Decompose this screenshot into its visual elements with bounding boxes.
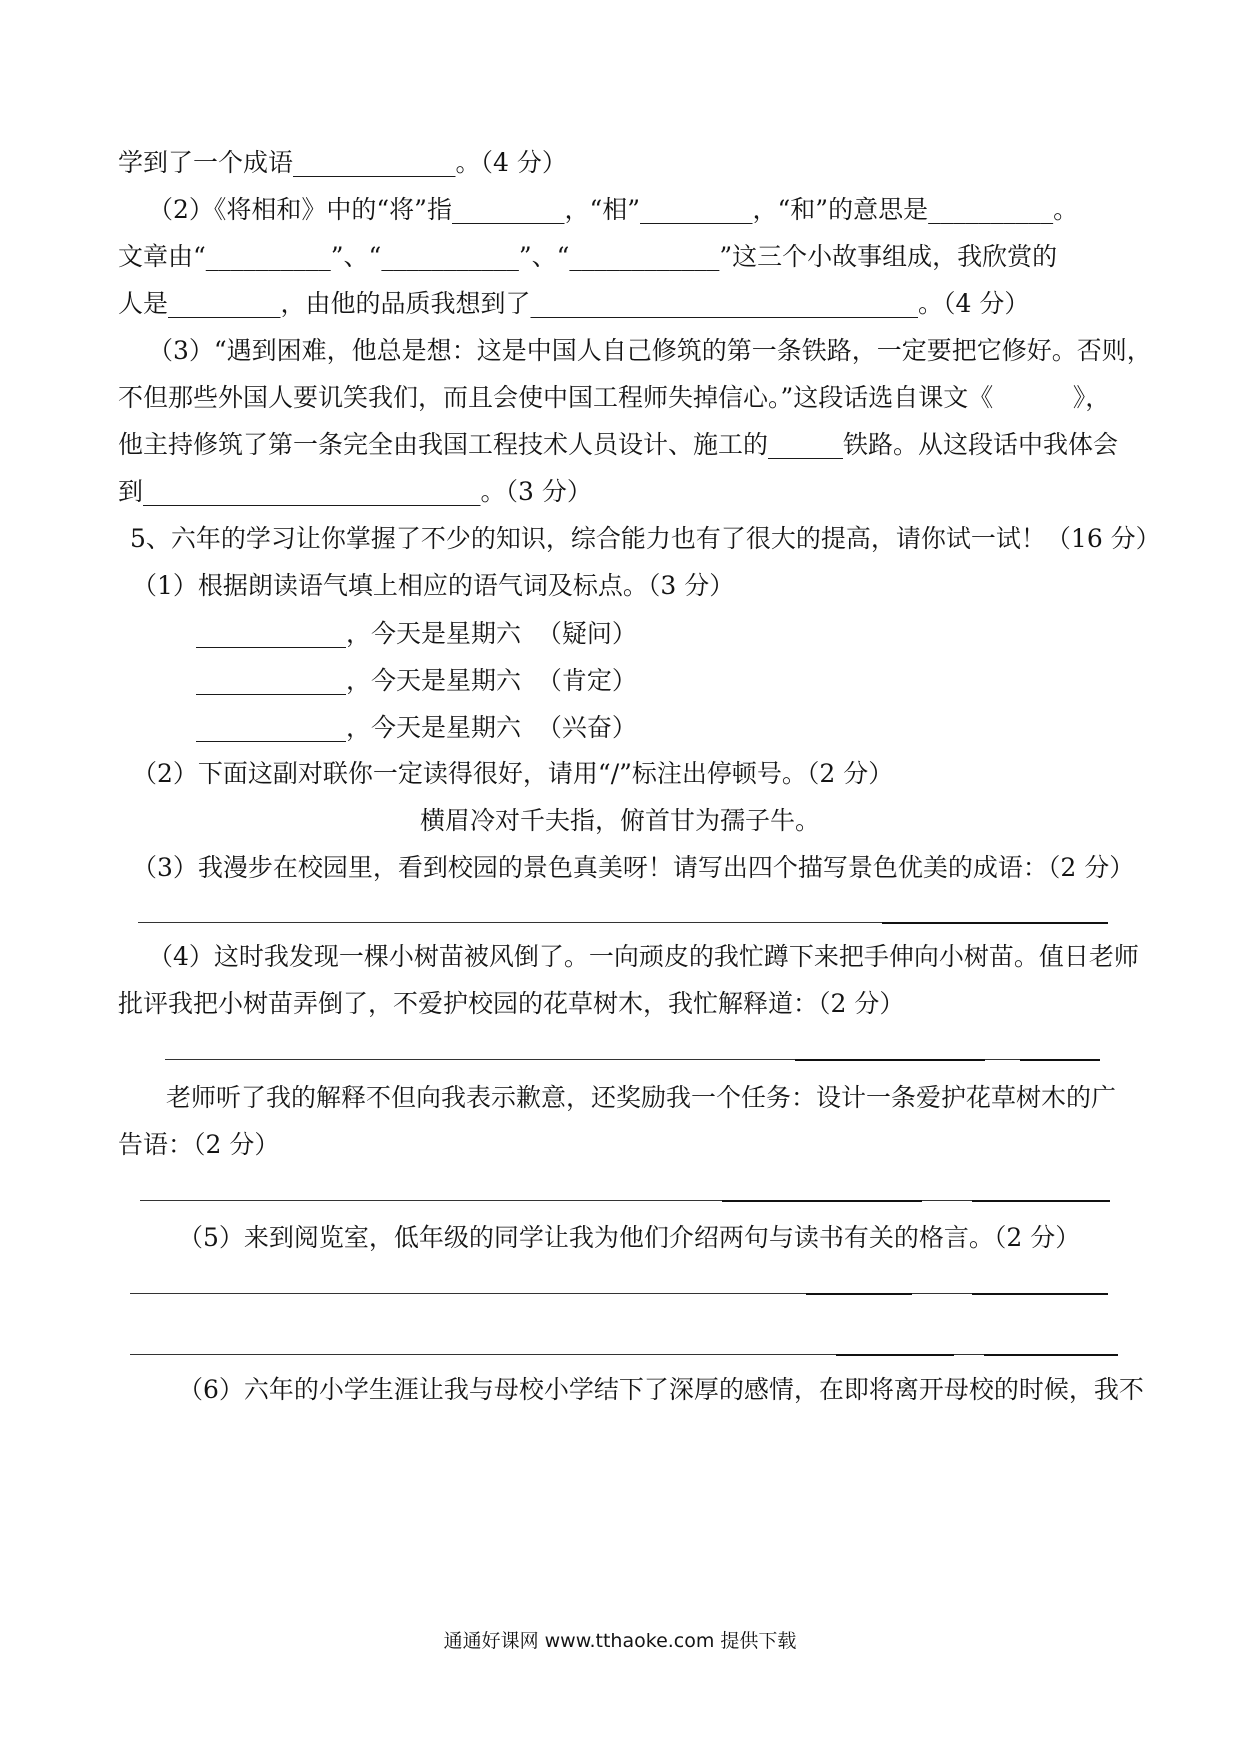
answer-rule	[795, 1059, 985, 1061]
couplet: 横眉冷对千夫指，俯首甘为孺子牛。	[419, 806, 820, 835]
line-3: 文章由“__________”、“___________”、“____________”这三个小故事组成，我欣赏的	[118, 242, 1058, 271]
footer-source: 通通好课网 www.tthaoke.com 提供下载	[443, 1630, 797, 1652]
blank-excited: ____________，今天是星期六 （兴奋）	[196, 713, 637, 742]
answer-rule	[836, 1354, 954, 1356]
line-2: （2）《将相和》中的“将”指_________，“相”_________，“和”的意思是__________。	[148, 195, 1079, 224]
line-5: （3）“遇到困难，他总是想：这是中国人自己修筑的第一条铁路，一定要把它修好。否则，	[148, 336, 1152, 365]
answer-rule	[140, 1200, 722, 1201]
answer-rule	[985, 1059, 1020, 1060]
answer-rule	[972, 1293, 1108, 1295]
answer-rule	[972, 1200, 1110, 1202]
line-18: 批评我把小树苗弄倒了，不爱护校园的花草树木，我忙解释道：（2 分）	[118, 989, 905, 1018]
answer-rule	[984, 1354, 1118, 1356]
line-4: 人是_________，由他的品质我想到了_______________________________。（4 分）	[118, 289, 1030, 318]
line-14: （2）下面这副对联你一定读得很好，请用“/”标注出停顿号。（2 分）	[132, 759, 894, 788]
question-5-heading: 5、六年的学习让你掌握了不少的知识，综合能力也有了很大的提高，请你试一试！（16 分）	[130, 524, 1161, 553]
answer-rule	[954, 1354, 984, 1355]
line-16: （3）我漫步在校园里，看到校园的景色真美呀！请写出四个描写景色优美的成语：（2 分）	[132, 853, 1135, 882]
blank-question: ____________，今天是星期六 （疑问）	[196, 619, 637, 648]
answer-rule	[912, 1293, 972, 1294]
answer-rule	[922, 1200, 972, 1201]
line-10: （1）根据朗读语气填上相应的语气词及标点。（3 分）	[132, 571, 735, 600]
line-20: 告语：（2 分）	[118, 1130, 280, 1159]
line-6: 不但那些外国人要讥笑我们，而且会使中国工程师失掉信心。”这段话选自课文《 》，	[118, 383, 1111, 412]
line-19: 老师听了我的解释不但向我表示歉意，还奖励我一个任务：设计一条爱护花草树木的广	[166, 1083, 1117, 1112]
answer-rule	[130, 1354, 836, 1355]
blank-affirm: ____________，今天是星期六 （肯定）	[196, 666, 637, 695]
line-17: （4）这时我发现一棵小树苗被风倒了。一向顽皮的我忙蹲下来把手伸向小树苗。值日老师	[148, 942, 1139, 971]
line-22: （6）六年的小学生涯让我与母校小学结下了深厚的感情，在即将离开母校的时候，我不	[178, 1375, 1144, 1404]
answer-rule	[165, 1059, 795, 1060]
line-21: （5）来到阅览室，低年级的同学让我为他们介绍两句与读书有关的格言。（2 分）	[178, 1223, 1081, 1252]
answer-rule	[1020, 1059, 1100, 1061]
line-8: 到___________________________。（3 分）	[118, 477, 592, 506]
answer-rule	[806, 1293, 912, 1295]
answer-rule	[138, 922, 882, 923]
line-1: 学到了一个成语_____________。（4 分）	[118, 148, 567, 177]
answer-rule	[882, 922, 1108, 924]
answer-rule	[722, 1200, 922, 1202]
answer-rule	[130, 1293, 806, 1294]
line-7: 他主持修筑了第一条完全由我国工程技术人员设计、施工的______铁路。从这段话中我体会	[118, 430, 1119, 459]
